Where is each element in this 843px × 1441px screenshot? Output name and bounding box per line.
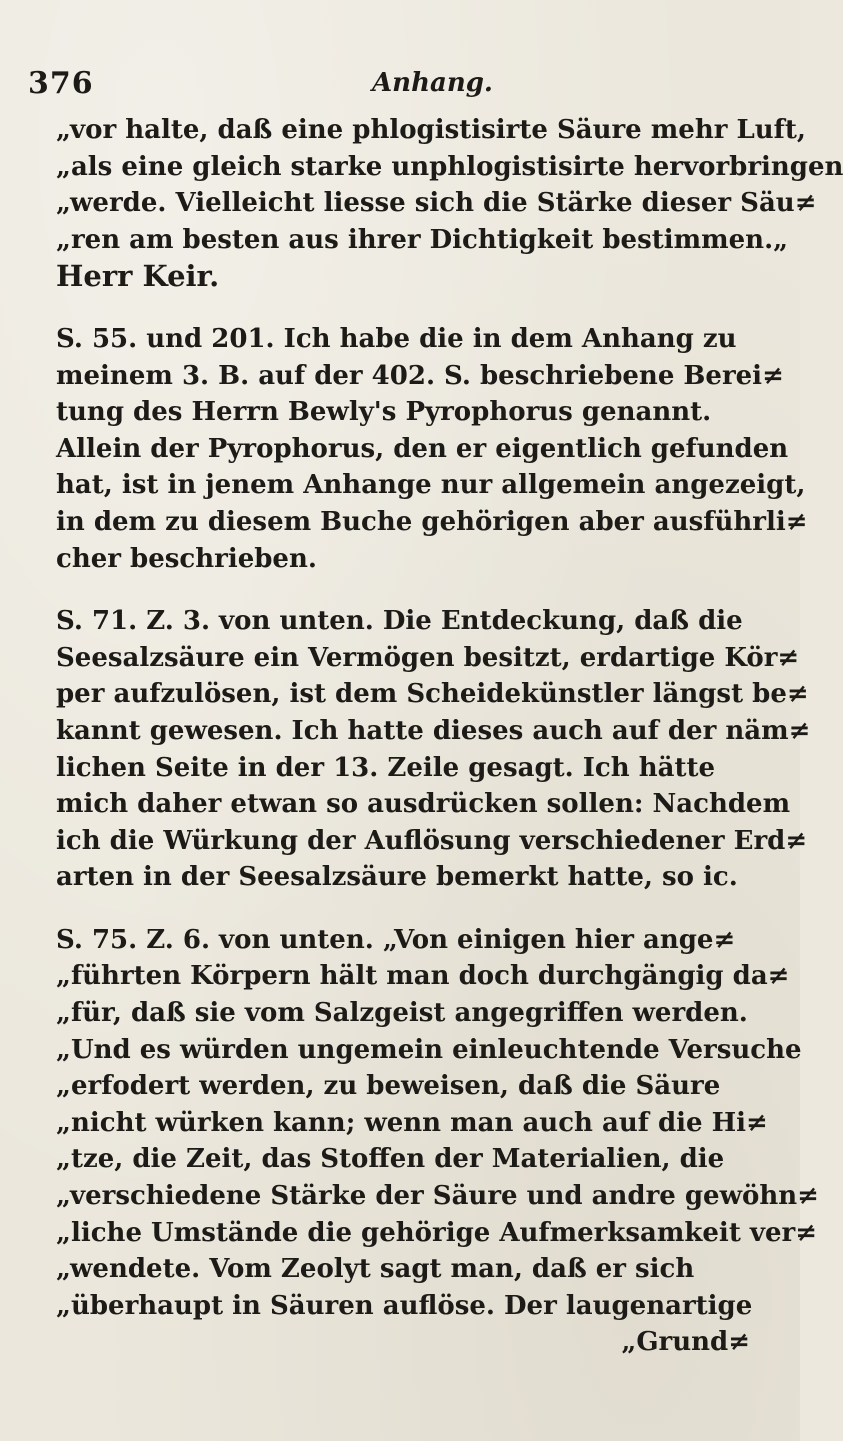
text-line: Seesalzsäure ein Vermögen besitzt, erdartige Kör≠ bbox=[56, 642, 800, 673]
text-line: „ren am besten aus ihrer Dichtigkeit bestimmen.„ bbox=[56, 224, 789, 255]
text-line: „verschiedene Stärke der Säure und andre gewöhn≠ bbox=[56, 1181, 819, 1212]
text-line: „für, daß sie vom Salzgeist angegriffen werden. bbox=[56, 998, 748, 1029]
text-line: tung des Herrn Bewly's Pyrophorus genannt. bbox=[56, 397, 712, 428]
text-line: arten in der Seesalzsäure bemerkt hatte, so ic. bbox=[56, 862, 738, 893]
text-line: meinem 3. B. auf der 402. S. beschriebene Berei≠ bbox=[56, 360, 784, 391]
text-line: „führten Körpern hält man doch durchgängig da≠ bbox=[56, 961, 790, 992]
paragraph bbox=[56, 922, 819, 1325]
text-line: mich daher etwan so ausdrücken sollen: Nachdem bbox=[56, 789, 791, 820]
text-line: „wendete. Vom Zeolyt sagt man, daß er sich bbox=[56, 1254, 695, 1285]
catchword: „Grund≠ bbox=[621, 1327, 750, 1358]
text-line: S. 71. Z. 3. von unten. Die Entdeckung, daß die bbox=[56, 606, 743, 637]
text-line: S. 75. Z. 6. von unten. „Von einigen hier ange≠ bbox=[56, 924, 736, 955]
text-line: „Und es würden ungemein einleuchtende Versuche bbox=[56, 1034, 802, 1065]
text-line: „vor halte, daß eine phlogistisirte Säure mehr Luft, bbox=[56, 115, 806, 145]
text-line: hat, ist in jenem Anhange nur allgemein angezeigt, bbox=[56, 470, 806, 501]
text-line: Allein der Pyrophorus, den er eigentlich gefunden bbox=[56, 433, 789, 464]
text-line: „liche Umstände die gehörige Aufmerksamkeit ver≠ bbox=[56, 1217, 818, 1248]
text-line: „erfodert werden, zu beweisen, daß die Säure bbox=[56, 1071, 721, 1102]
text-line: ich die Würkung der Auflösung verschiedener Erd≠ bbox=[56, 825, 808, 856]
text-line: „nicht würken kann; wenn man auch auf die Hi≠ bbox=[56, 1107, 768, 1138]
paragraph bbox=[56, 321, 808, 577]
text-line: in dem zu diesem Buche gehörigen aber ausführli≠ bbox=[56, 506, 808, 537]
text-line: S. 55. und 201. Ich habe die in dem Anhang zu bbox=[56, 323, 737, 354]
text-line: lichen Seite in der 13. Zeile gesagt. Ich hätte bbox=[56, 752, 716, 783]
author-attribution: Herr Keir. bbox=[56, 259, 220, 294]
text-line: „überhaupt in Säuren auflöse. Der laugenartige bbox=[56, 1290, 753, 1321]
text-line: „werde. Vielleicht liesse sich die Stärke dieser Säu≠ bbox=[56, 188, 817, 219]
text-line: cher beschrieben. bbox=[56, 543, 317, 574]
body-text bbox=[56, 112, 843, 1361]
text-line: „als eine gleich starke unphlogistisirte hervorbringen bbox=[56, 151, 843, 182]
paragraph bbox=[56, 112, 843, 295]
paragraph bbox=[56, 603, 811, 896]
text-line: „tze, die Zeit, das Stoffen der Materialien, die bbox=[56, 1144, 725, 1175]
text-line: kannt gewesen. Ich hatte dieses auch auf der näm≠ bbox=[56, 715, 811, 746]
text-line: per aufzulösen, ist dem Scheidekünstler längst be≠ bbox=[56, 679, 809, 710]
running-head: Anhang. bbox=[372, 68, 493, 98]
page-number: 376 bbox=[28, 66, 94, 101]
